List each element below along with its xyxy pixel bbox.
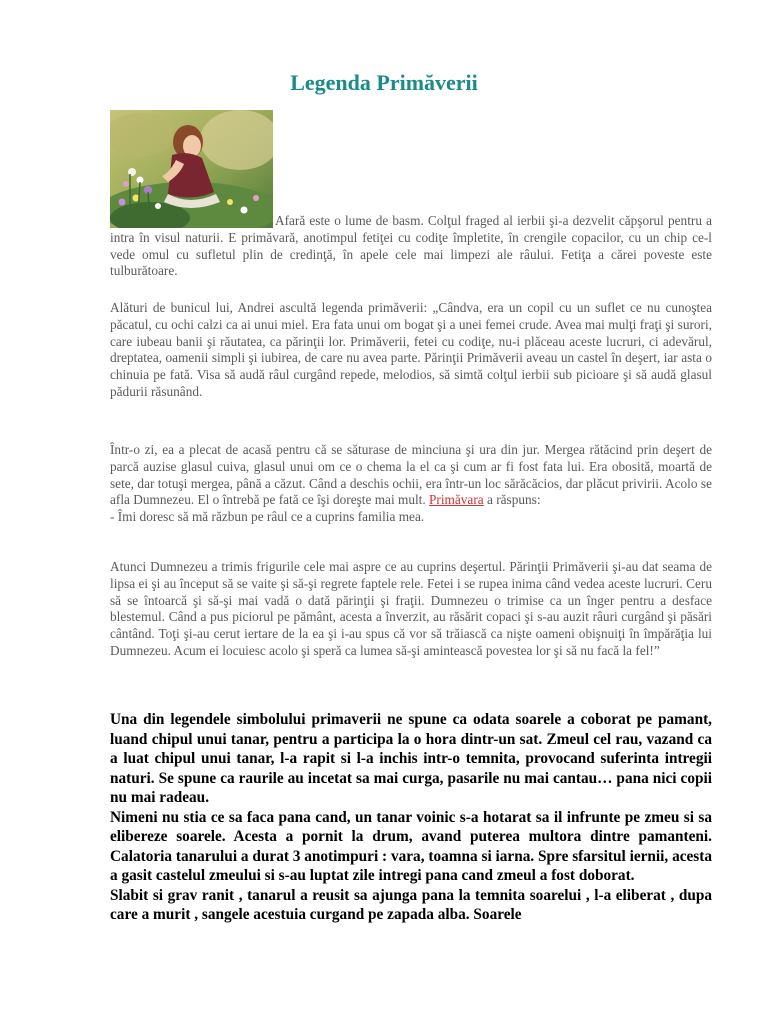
legend-paragraph-2 xyxy=(110,442,712,526)
dialogue-line: - Îmi doresc să mă răzbun pe râul ce a cuprins familia mea. xyxy=(110,509,425,525)
bold-paragraph-3: Slabit si grav ranit , tanarul a reusit sa ajunga pana la temnita soarelui , l-a eliberat , dupa care a murit , sangele acestuia curgand pe zapada alba. Soarele xyxy=(110,886,712,923)
paragraph-text: Într-o zi, ea a plecat de acasă pentru că se săturase de minciuna şi ura din jur. Mergea rătăcind prin deşert de parcă auzise glasul cuiva, glasul unui om ce o chema la el ca şi cum ar fi fost fata lui. Era obosită, moartă de sete, dar totuşi mergea, până a căzut. Când a deschis ochii, era într-un loc sărăcăcios, dar plăcut privirii. Acolo se afla Dumnezeu. El o întrebă pe fată ce îşi doreşte mai mult. xyxy=(110,442,712,508)
page-title: Legenda Primăverii xyxy=(290,70,478,95)
paragraph-text: a răspuns: xyxy=(483,492,541,508)
bold-paragraph-2: Nimeni nu stia ce sa faca pana cand, un tanar voinic s-a hotarat sa il infrunte pe zmeu si sa elibereze soarele. Acesta a pornit la drum, avand puterea multora dintre pamanteni. Calatoria tanarului a durat 3 anotimpuri : vara, toamna si iarna. Spre sfarsitul iernii, acesta a gasit castelul zmeului si s-au luptat zile intregi pana cand zmeul a fost doborat. xyxy=(110,808,712,884)
intro-paragraph: Afară este o lume de basm. Colţul fraged al ierbii şi-a dezvelit căpşorul pentru a intra în visul naturii. E primăvară, anotimpul fetiţei cu codiţe împletite, în crengile copacilor, cu un chip ce-l vede omul cu sufletul plin de credinţă, în apele cele mai limpezi ale râului. Fetiţa a cărei poveste este tulburătoare. xyxy=(110,213,712,279)
bold-paragraph-1: Una din legendele simbolului primaverii ne spune ca odata soarele a coborat pe pamant, luand chipul unui tanar, pentru a participa la o hora dintr-un sat. Zmeul cel rau, vazand ca a luat chipul unui tanar, l-a rapit si l-a inchis intr-o temnita, provocand suferinta intregii naturi. Se spune ca raurile au incetat sa mai curga, pasarile nu mai cantau… pana nici copii nu mai radeau. xyxy=(110,711,712,806)
primavara-link[interactable]: Primăvara xyxy=(429,492,484,508)
girl-in-garden-painting xyxy=(110,110,273,228)
legend-paragraph-1: Alături de bunicul lui, Andrei ascultă legenda primăverii: „Cândva, era un copil cu un suflet ce nu cunoştea păcatul, cu ochi calzi ca ai unui miel. Era fata unui om bogat şi a unei femei crude. Avea mai mulţi fraţi şi surori, care iubeau banii şi răutatea, ca părinţii lor. Primăverii, fetei cu codiţe, nu-i plăceau aceste lucruri, ci adevărul, dreptatea, oamenii simpli şi iubirea, de care nu avea parte. Părinţii Primăverii aveau un castel în deşert, iar asta o chinuia pe fată. Visa să audă râul curgând repede, melodios, să simtă colţul ierbii sub picioare şi să audă glasul pădurii răsunând. xyxy=(110,300,712,399)
legend-paragraph-3: Atunci Dumnezeu a trimis frigurile cele mai aspre ce au cuprins deşertul. Părinţii Primăverii şi-au dat seama de lipsa ei şi au început să se vaite şi să-şi regrete faptele rele. Fetei i se rupea inima când vedea aceste lucruri. Ceru să se întoarcă şi să-şi mai vadă o dată părinţii şi fraţii. Dumnezeu o trimise ca un înger pentru a desface blestemul. Când a pus piciorul pe pământ, acesta a înverzit, au răsărit copaci şi s-au auzit râuri curgând şi păsări cântând. Toţi şi-au cerut iertare de la ea şi i-au spus că vor să trăiască ca nişte oameni obişnuiţi în împărăţia lui Dumnezeu. Acum ei locuiesc acolo şi speră ca lumea să-şi amintească povestea lor şi să nu facă la fel!” xyxy=(110,559,712,658)
bold-legend-section xyxy=(110,710,712,925)
